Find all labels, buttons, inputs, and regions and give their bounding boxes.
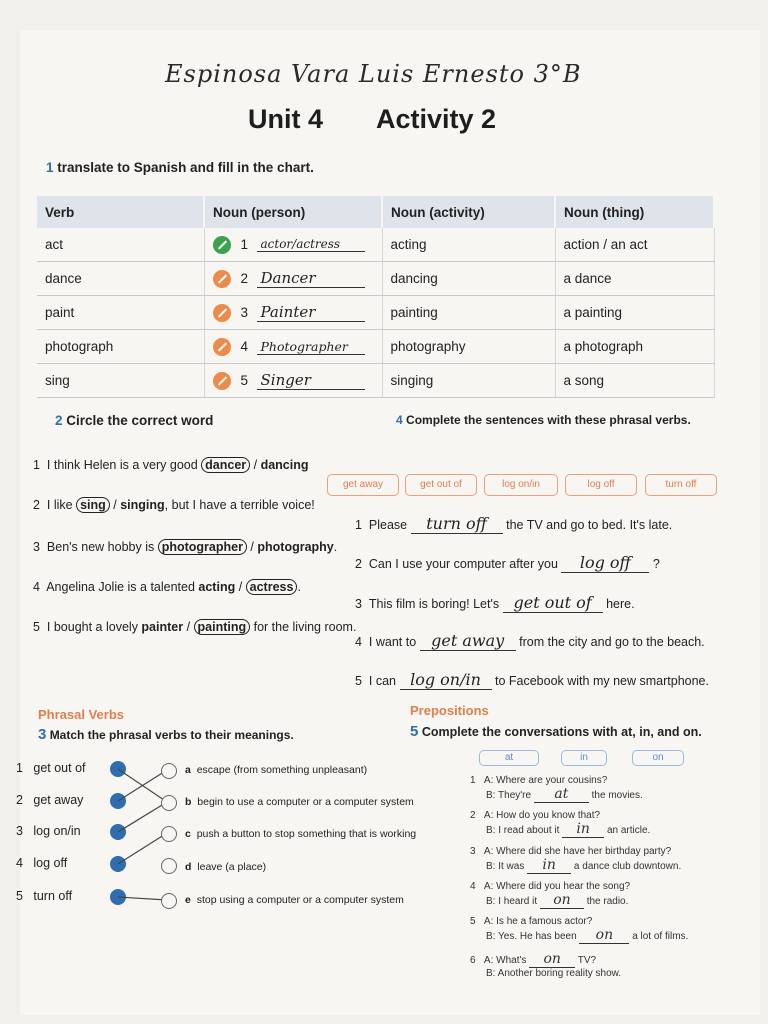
verb-number: 3 (16, 824, 23, 838)
conversation (470, 810, 650, 838)
verb-number: 4 (16, 856, 23, 870)
conversation (470, 951, 621, 979)
prepositions-label: Prepositions (410, 703, 489, 718)
conversation (470, 881, 630, 909)
meaning-letter: d (185, 861, 192, 873)
unit-title: Unit 4 (248, 104, 324, 134)
section4-instruction: Complete the sentences with these phrasal verbs. (406, 413, 691, 427)
item-number: 5 (470, 916, 476, 927)
column-header: Noun (activity) (382, 196, 555, 228)
section2-instruction: Circle the correct word (66, 413, 214, 428)
option-a[interactable]: acting (198, 580, 236, 594)
person-answer[interactable]: actor/actress (257, 237, 365, 252)
answer-blank[interactable]: get away (420, 631, 516, 651)
answer-blank[interactable]: log off (561, 553, 649, 573)
person-answer[interactable]: Singer (257, 371, 365, 390)
activity-title: Activity 2 (376, 104, 497, 134)
meaning-text: begin to use a computer or a computer system (197, 796, 414, 808)
section5-number: 5 (410, 723, 419, 740)
meaning-item (185, 796, 414, 808)
section3-instruction: Match the phrasal verbs to their meanings. (49, 728, 294, 742)
conversation (470, 916, 688, 944)
item-text: , but I have a terrible voice! (164, 498, 315, 512)
item-text: I think Helen is a very good (46, 458, 202, 472)
option-b-circled[interactable]: painting (194, 619, 251, 635)
item-number: 1 (470, 775, 476, 786)
line-b: an article. (606, 825, 651, 836)
verb-text: turn off (33, 889, 73, 903)
match-line (118, 802, 167, 832)
item-text: from the city and go to the beach. (519, 635, 705, 649)
thing-cell: a photograph (555, 330, 714, 364)
row-number: 4 (240, 339, 249, 354)
word-chip: get out of (405, 474, 477, 496)
line-b: B: Another boring reality show. (486, 968, 622, 979)
item-text: I can (368, 674, 397, 688)
person-answer[interactable]: Painter (257, 303, 365, 322)
meaning-item (185, 894, 404, 906)
section3-number: 3 (38, 726, 47, 743)
thing-cell: action / an act (555, 228, 714, 262)
item-text: I want to (368, 635, 417, 649)
item-text: ? (652, 557, 660, 571)
person-answer[interactable]: Dancer (257, 269, 365, 288)
section2-number: 2 (55, 413, 63, 428)
option-a-circled[interactable]: dancer (201, 457, 250, 473)
item-number: 2 (33, 498, 40, 512)
option-b[interactable]: dancing (260, 458, 309, 472)
conversation (470, 846, 681, 874)
activity-cell: singing (382, 364, 555, 398)
option-a-circled[interactable]: sing (76, 497, 110, 513)
conversation (470, 775, 643, 803)
item-text: . (297, 580, 301, 594)
answer-blank[interactable]: on (540, 892, 584, 909)
match-target[interactable] (161, 893, 177, 909)
item-text: I like (46, 498, 77, 512)
section4-number: 4 (396, 413, 403, 427)
item-number: 2 (355, 557, 362, 571)
item-text: Angelina Jolie is a talented (46, 580, 199, 594)
verb-cell: dance (37, 262, 204, 296)
verb-number: 1 (16, 761, 23, 775)
verb-text: get out of (33, 761, 86, 775)
row-number: 3 (240, 305, 249, 320)
item-text: Ben's new hobby is (46, 540, 158, 554)
thing-cell: a painting (555, 296, 714, 330)
word-chip: log off (565, 474, 637, 496)
item-number: 4 (33, 580, 40, 594)
meaning-text: stop using a computer or a computer system (196, 894, 404, 906)
column-header: Noun (person) (204, 196, 382, 228)
answer-blank[interactable]: get out of (503, 593, 603, 613)
meaning-item (185, 828, 416, 840)
word-chip: get away (327, 474, 399, 496)
line-a: A: What's (483, 955, 527, 966)
section1-instruction: translate to Spanish and fill in the chart. (57, 160, 314, 175)
line-a: A: How do you know that? (483, 810, 601, 821)
answer-blank[interactable]: in (562, 821, 604, 838)
item-number: 5 (33, 620, 40, 634)
verb-number: 5 (16, 889, 23, 903)
thing-cell: a song (555, 364, 714, 398)
item-text: here. (606, 597, 635, 611)
word-chip: log on/in (484, 474, 558, 496)
verb-text: log off (33, 856, 68, 870)
line-b: B: Yes. He has been (486, 931, 577, 942)
verb-number: 2 (16, 793, 23, 807)
preposition-chip: in (561, 750, 607, 766)
row-number: 1 (240, 237, 249, 252)
meaning-letter: a (185, 764, 191, 776)
column-header: Noun (thing) (555, 196, 714, 228)
answer-blank[interactable]: on (579, 927, 629, 944)
separator: / (250, 458, 261, 472)
preposition-chip: on (632, 750, 684, 766)
verb-cell: photograph (37, 330, 204, 364)
word-chip: turn off (645, 474, 717, 496)
match-target[interactable] (161, 795, 177, 811)
line-b: B: I heard it (486, 896, 538, 907)
meaning-text: push a button to stop something that is working (196, 828, 417, 840)
verb-cell: paint (37, 296, 204, 330)
activity-cell: acting (382, 228, 555, 262)
item-number: 3 (355, 597, 362, 611)
row-number: 5 (240, 373, 249, 388)
option-a[interactable]: painter (141, 620, 184, 634)
item-text: Can I use your computer after you (368, 557, 558, 571)
line-b: the radio. (586, 896, 629, 907)
meaning-letter: e (185, 894, 191, 906)
preposition-chip: at (479, 750, 539, 766)
verb-cell: act (37, 228, 204, 262)
answer-blank[interactable]: on (529, 951, 575, 968)
line-b: a lot of films. (632, 931, 689, 942)
thing-cell: a dance (555, 262, 714, 296)
separator: / (183, 620, 194, 634)
item-number: 4 (470, 881, 476, 892)
line-a: A: Where did you hear the song? (483, 881, 631, 892)
item-number: 1 (355, 518, 362, 532)
meaning-text: escape (from something unpleasant) (196, 764, 368, 776)
item-number: 1 (33, 458, 40, 472)
item-number: 2 (470, 810, 476, 821)
verb-text: log on/in (33, 824, 81, 838)
item-number: 6 (470, 955, 476, 966)
meaning-item (185, 764, 367, 776)
line-a: TV? (577, 955, 597, 966)
separator: / (246, 540, 258, 554)
line-a: A: Where did she have her birthday party? (483, 846, 672, 857)
verb-text: get away (33, 793, 84, 807)
separator: / (235, 580, 246, 594)
line-b: B: I read about it (486, 825, 560, 836)
activity-cell: dancing (382, 262, 555, 296)
line-b: B: They're (486, 790, 532, 801)
answer-blank[interactable]: turn off (411, 514, 503, 534)
meaning-item (185, 861, 266, 873)
meaning-letter: c (185, 828, 191, 840)
item-text: for the living room. (250, 620, 357, 634)
match-target[interactable] (161, 826, 177, 842)
item-text: the TV and go to bed. It's late. (506, 518, 673, 532)
item-text: This film is boring! Let's (368, 597, 500, 611)
line-a: A: Where are your cousins? (483, 775, 608, 786)
activity-cell: painting (382, 296, 555, 330)
column-header: Verb (37, 196, 204, 228)
line-b: B: It was (486, 861, 525, 872)
student-name: Espinosa Vara Luis Ernesto 3°B (165, 60, 582, 88)
match-line (118, 833, 167, 864)
line-b: a dance club downtown. (573, 861, 682, 872)
answer-blank[interactable]: log on/in (400, 670, 492, 690)
option-b-circled[interactable]: actress (246, 579, 298, 595)
answer-blank[interactable]: in (527, 857, 571, 874)
meaning-letter: b (185, 796, 192, 808)
item-text: I bought a lovely (46, 620, 142, 634)
match-target[interactable] (161, 763, 177, 779)
answer-blank[interactable]: at (534, 786, 589, 803)
activity-cell: photography (382, 330, 555, 364)
option-b[interactable]: photography (257, 540, 334, 554)
item-number: 3 (33, 540, 40, 554)
line-b: the movies. (591, 790, 643, 801)
match-line (118, 897, 167, 900)
phrasal-verbs-label: Phrasal Verbs (38, 707, 124, 722)
row-number: 2 (240, 271, 249, 286)
option-a-circled[interactable]: photographer (158, 539, 247, 555)
item-number: 5 (355, 674, 362, 688)
option-b[interactable]: singing (120, 498, 165, 512)
line-a: A: Is he a famous actor? (483, 916, 593, 927)
section1-number: 1 (46, 160, 54, 175)
separator: / (109, 498, 121, 512)
section5-heading (410, 723, 702, 740)
item-text: Please (368, 518, 408, 532)
item-text: to Facebook with my new smartphone. (494, 674, 709, 688)
meaning-text: leave (a place) (197, 861, 267, 873)
person-answer[interactable]: Photographer (257, 339, 365, 355)
section5-instruction: Complete the conversations with at, in, and on. (421, 725, 702, 739)
item-number: 3 (470, 846, 476, 857)
verb-cell: sing (37, 364, 204, 398)
item-number: 4 (355, 635, 362, 649)
item-text: . (333, 540, 338, 554)
match-target[interactable] (161, 858, 177, 874)
